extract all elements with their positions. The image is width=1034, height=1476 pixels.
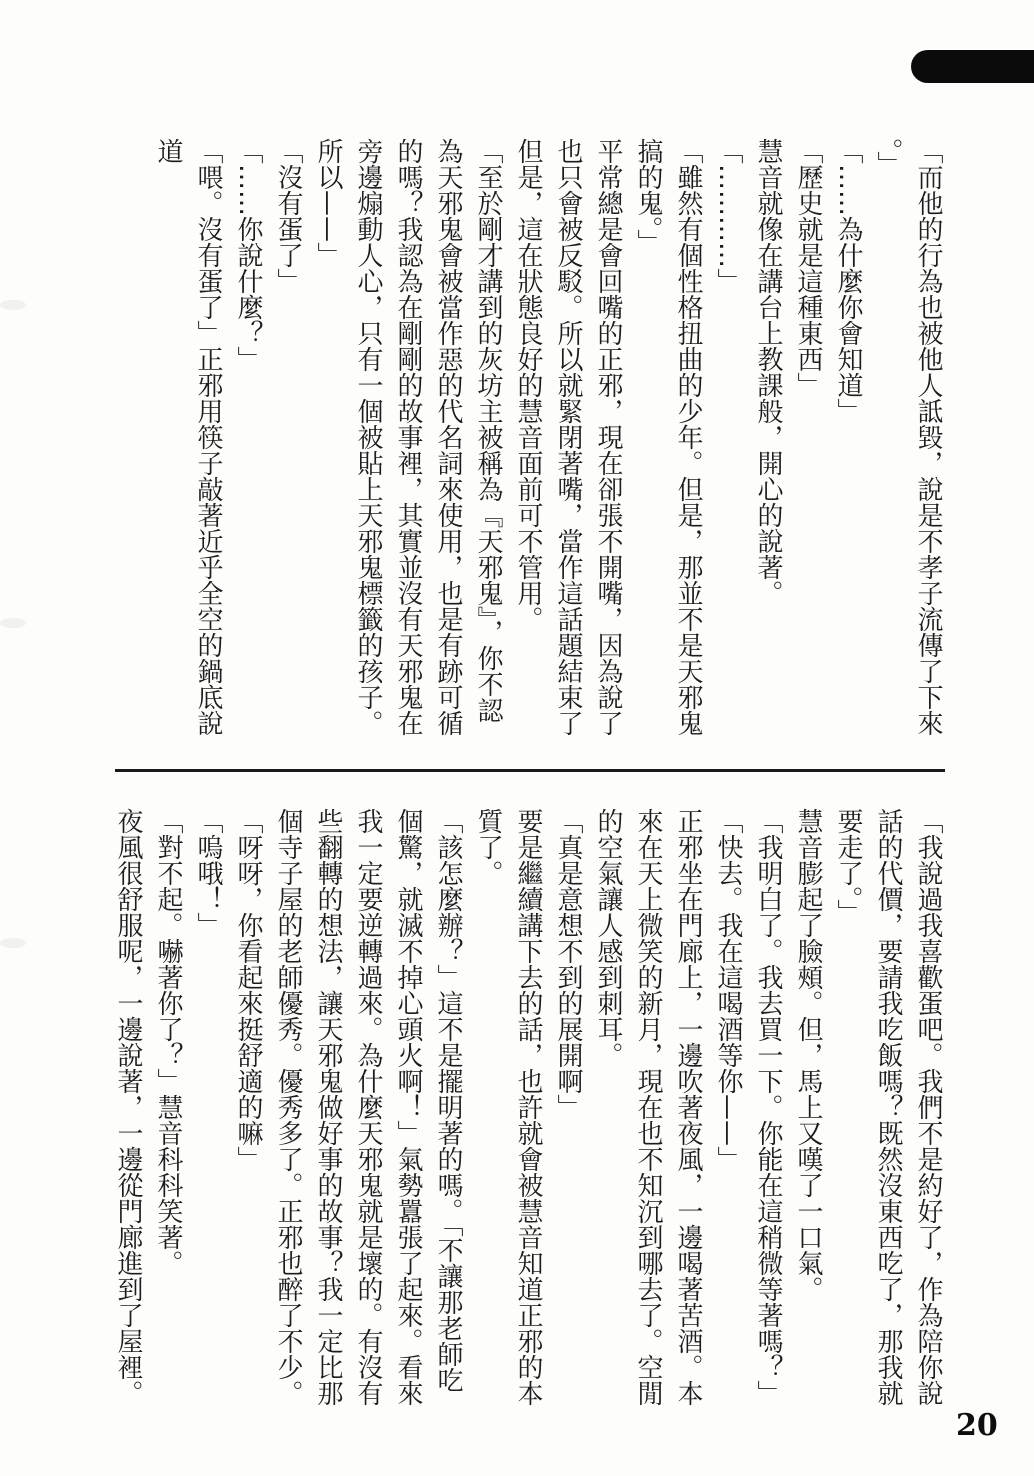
text-column: 「呀呀，你看起來挺舒適的嘛」 bbox=[233, 808, 263, 1172]
text-column: 話的代價，要請我吃飯嗎？既然沒東西吃了，那我就 bbox=[873, 808, 903, 1406]
top-text-block bbox=[148, 138, 948, 738]
text-column: 「喂。沒有蛋了」正邪用筷子敲著近乎全空的鍋底說 bbox=[193, 138, 223, 736]
text-column: 「嗚哦！」 bbox=[193, 808, 223, 938]
text-column: 道 bbox=[153, 138, 183, 164]
text-column: 平常總是會回嘴的正邪，現在卻張不開嘴，因為說了 bbox=[593, 138, 623, 736]
section-divider bbox=[115, 769, 945, 772]
text-column: 「真是意想不到的展開啊」 bbox=[553, 808, 583, 1120]
text-column: 個寺子屋的老師優秀。優秀多了。正邪也醉了不少。 bbox=[273, 808, 303, 1406]
text-column: 來在天上微笑的新月，現在也不知沉到哪去了。空閒 bbox=[633, 808, 663, 1406]
text-column: 「歷史就是這種東西」 bbox=[793, 138, 823, 398]
text-column: 搞的鬼。」 bbox=[633, 138, 663, 255]
text-column: 為天邪鬼會被當作惡的代名詞來使用，也是有跡可循 bbox=[433, 138, 463, 736]
text-column: 「我明白了。我去買一下。你能在這稍微等著嗎？」 bbox=[753, 808, 783, 1406]
text-column: 的空氣讓人感到刺耳。 bbox=[593, 808, 623, 1068]
text-column: 。」 bbox=[873, 138, 903, 177]
text-column: 「而他的行為也被他人詆毀，說是不孝子流傳了下來 bbox=[913, 138, 943, 736]
text-column: 「……為什麼你會知道」 bbox=[833, 138, 863, 424]
text-column: 所以——」 bbox=[313, 138, 343, 268]
text-column: 「雖然有個性格扭曲的少年。但是，那並不是天邪鬼 bbox=[673, 138, 703, 736]
text-column: 但是，這在狀態良好的慧音面前可不管用。 bbox=[513, 138, 543, 632]
scan-smudge bbox=[0, 300, 26, 310]
text-column: 慧音就像在講台上教課般，開心的說著。 bbox=[753, 138, 783, 606]
text-column: 要是繼續講下去的話，也許就會被慧音知道正邪的本 bbox=[513, 808, 543, 1406]
text-column: 「沒有蛋了」 bbox=[273, 138, 303, 294]
text-column: 夜風很舒服呢，一邊說著，一邊從門廊進到了屋裡。 bbox=[113, 808, 143, 1406]
text-column: 也只會被反駁。所以就緊閉著嘴，當作這話題結束了 bbox=[553, 138, 583, 736]
text-column: 正邪坐在門廊上，一邊吹著夜風，一邊喝著苦酒。本 bbox=[673, 808, 703, 1406]
text-column: 「該怎麼辦？」這不是擺明著的嗎。「不讓那老師吃 bbox=[433, 808, 463, 1393]
text-column: 「至於剛才講到的灰坊主被稱為『天邪鬼』，你不認 bbox=[473, 138, 503, 723]
bottom-text-block bbox=[108, 808, 948, 1408]
text-column: 我一定要逆轉過來。為什麼天邪鬼就是壞的。有沒有 bbox=[353, 808, 383, 1406]
text-column: 慧音膨起了臉頰。但，馬上又嘆了一口氣。 bbox=[793, 808, 823, 1302]
text-column: 的嗎？我認為在剛剛的故事裡，其實並沒有天邪鬼在 bbox=[393, 138, 423, 736]
text-column: 個驚，就滅不掉心頭火啊！」氣勢囂張了起來。看來 bbox=[393, 808, 423, 1406]
text-column: 「我說過我喜歡蛋吧。我們不是約好了，作為陪你說 bbox=[913, 808, 943, 1406]
corner-accent-bar bbox=[911, 50, 1034, 83]
scan-smudge bbox=[0, 618, 26, 628]
scan-smudge bbox=[0, 938, 26, 948]
text-column: 些翻轉的想法，讓天邪鬼做好事的故事？我一定比那 bbox=[313, 808, 343, 1406]
text-column: 要走了。」 bbox=[833, 808, 863, 925]
text-column: 「對不起。嚇著你了？」慧音科科笑著。 bbox=[153, 808, 183, 1276]
text-column: 「快去。我在這喝酒等你——」 bbox=[713, 808, 743, 1172]
text-column: 旁邊煽動人心，只有一個被貼上天邪鬼標籤的孩子。 bbox=[353, 138, 383, 736]
text-column: 「……你說什麼？」 bbox=[233, 138, 263, 372]
text-column: 「…………」 bbox=[713, 138, 743, 294]
page-number: 20 bbox=[956, 1408, 998, 1443]
text-column: 質了。 bbox=[473, 808, 503, 886]
